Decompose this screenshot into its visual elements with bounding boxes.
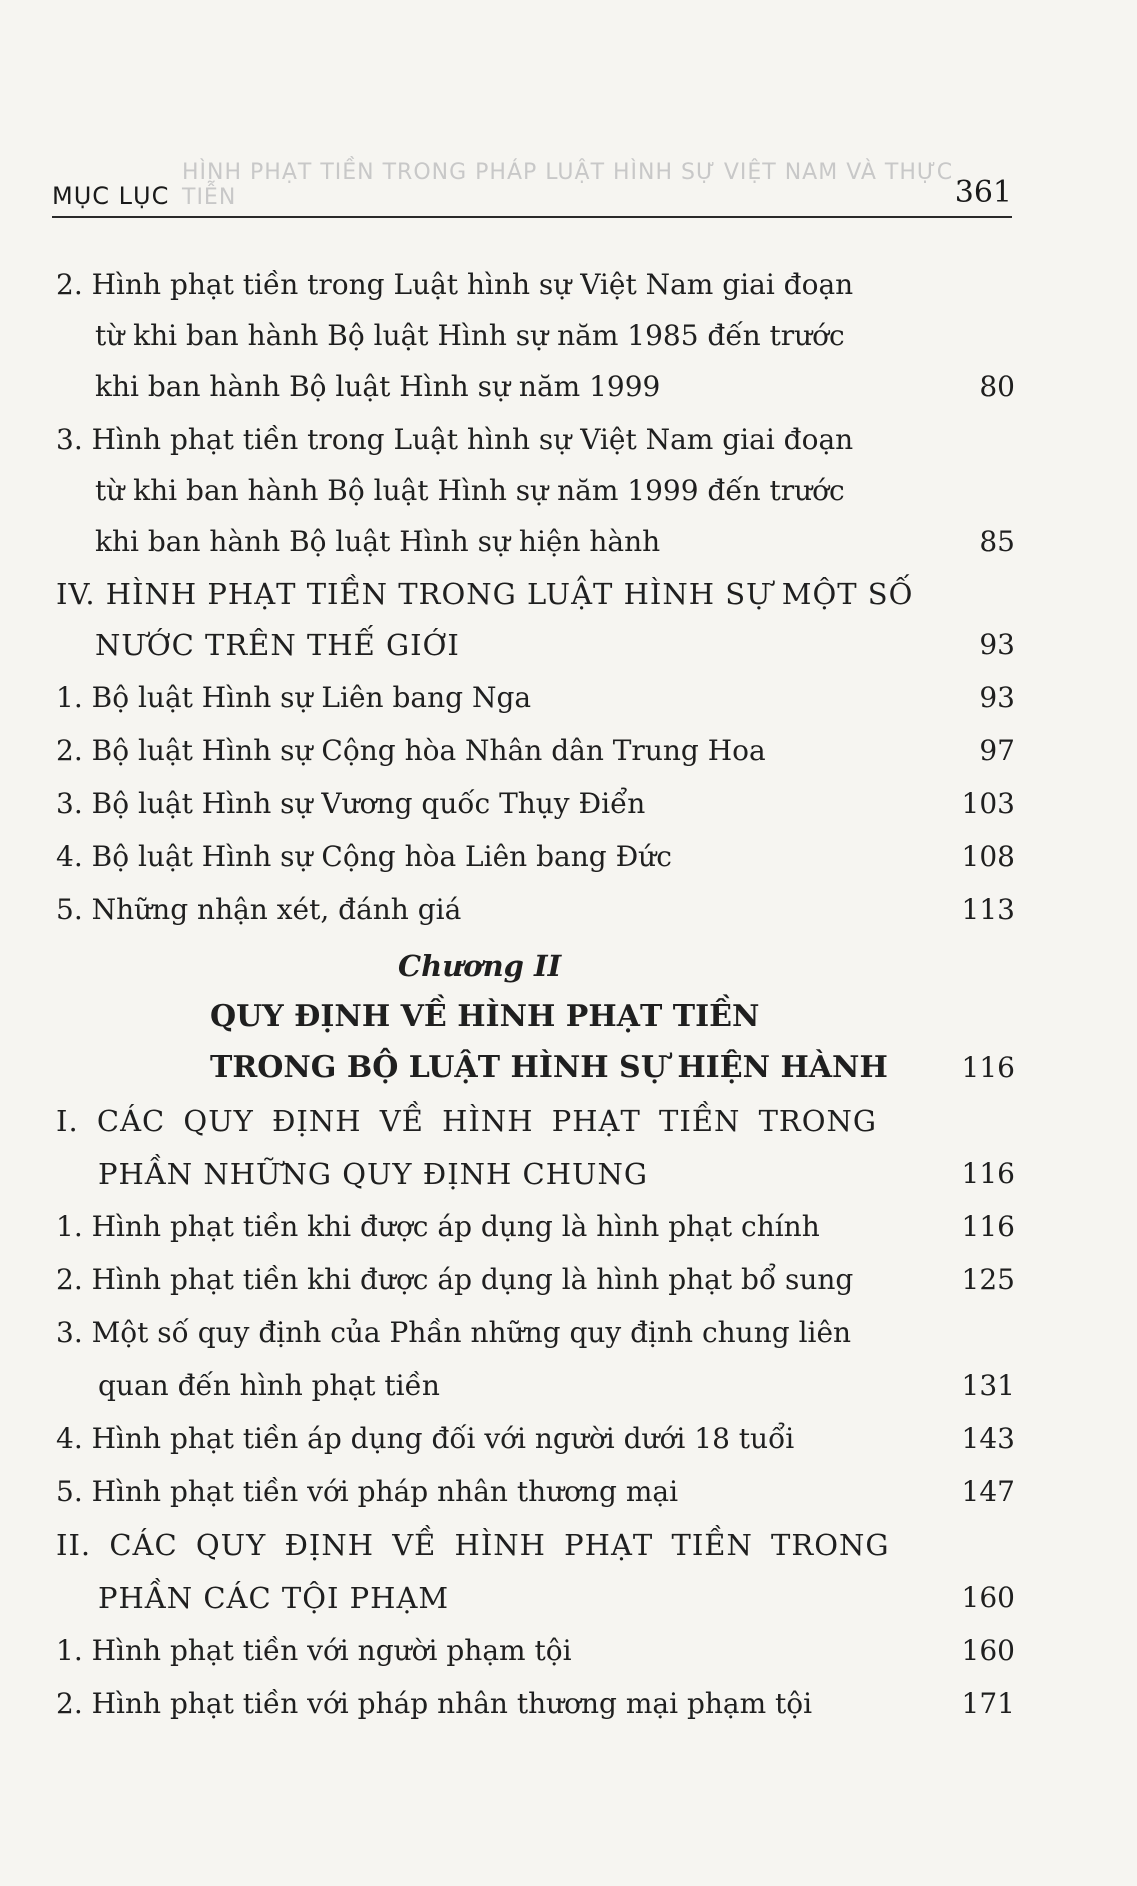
toc-page-number: 85: [979, 525, 1015, 558]
toc-section-heading: PHẦN NHỮNG QUY ĐỊNH CHUNG: [98, 1157, 648, 1191]
toc-page-number: 113: [961, 893, 1015, 926]
header-page-number: 361: [954, 175, 1012, 210]
toc-entry-line: từ khi ban hành Bộ luật Hình sự năm 1985 đến trước: [95, 319, 845, 352]
toc-page-number: 103: [961, 787, 1015, 820]
toc-page-number: 116: [961, 1051, 1015, 1084]
toc-entry-line: khi ban hành Bộ luật Hình sự năm 1999: [95, 370, 661, 403]
chapter-title: TRONG BỘ LUẬT HÌNH SỰ HIỆN HÀNH: [210, 1050, 888, 1085]
toc-page-number: 80: [979, 370, 1015, 403]
toc-entry-line: 4. Bộ luật Hình sự Cộng hòa Liên bang Đức: [56, 840, 672, 873]
toc-page-number: 93: [979, 681, 1015, 714]
toc-page-number: 160: [961, 1634, 1015, 1667]
running-header: [52, 160, 1012, 218]
toc-entry-line: khi ban hành Bộ luật Hình sự hiện hành: [95, 525, 661, 558]
toc-entry-line: 4. Hình phạt tiền áp dụng đối với người dưới 18 tuổi: [56, 1422, 795, 1455]
toc-entry-line: 3. Một số quy định của Phần những quy định chung liên: [56, 1316, 852, 1349]
toc-entry-line: 1. Bộ luật Hình sự Liên bang Nga: [56, 681, 532, 714]
toc-entry-line: 5. Những nhận xét, đánh giá: [56, 893, 462, 926]
header-running-title: HÌNH PHẠT TIỀN TRONG PHÁP LUẬT HÌNH SỰ VIỆT NAM VÀ THỰC TIỄN: [182, 160, 954, 210]
toc-page-number: 125: [961, 1263, 1015, 1296]
toc-section-heading: I. CÁC QUY ĐỊNH VỀ HÌNH PHẠT TIỀN TRONG: [56, 1104, 878, 1138]
toc-entry-line: 2. Hình phạt tiền khi được áp dụng là hình phạt bổ sung: [56, 1263, 854, 1296]
toc-page-number: 131: [961, 1369, 1015, 1402]
toc-section-heading: NƯỚC TRÊN THẾ GIỚI: [95, 628, 460, 662]
toc-entry-line: 2. Hình phạt tiền với pháp nhân thương mại phạm tội: [56, 1687, 813, 1720]
toc-entry-line: quan đến hình phạt tiền: [98, 1369, 440, 1402]
toc-entry-line: 2. Hình phạt tiền trong Luật hình sự Việt Nam giai đoạn: [56, 268, 854, 301]
toc-section-heading: PHẦN CÁC TỘI PHẠM: [98, 1581, 450, 1615]
chapter-title: QUY ĐỊNH VỀ HÌNH PHẠT TIỀN: [210, 999, 760, 1034]
toc-entry-line: 3. Hình phạt tiền trong Luật hình sự Việt Nam giai đoạn: [56, 423, 854, 456]
toc-page-number: 93: [979, 628, 1015, 661]
toc-entry-line: 2. Bộ luật Hình sự Cộng hòa Nhân dân Trung Hoa: [56, 734, 766, 767]
toc-entry-line: 1. Hình phạt tiền với người phạm tội: [56, 1634, 572, 1667]
header-label: MỤC LỤC: [52, 182, 170, 210]
toc-entry-line: 5. Hình phạt tiền với pháp nhân thương mại: [56, 1475, 679, 1508]
toc-page-number: 143: [961, 1422, 1015, 1455]
toc-page-number: 160: [961, 1581, 1015, 1614]
toc-entry-line: 1. Hình phạt tiền khi được áp dụng là hình phạt chính: [56, 1210, 820, 1243]
toc-entry-line: từ khi ban hành Bộ luật Hình sự năm 1999 đến trước: [95, 474, 845, 507]
toc-section-heading: II. CÁC QUY ĐỊNH VỀ HÌNH PHẠT TIỀN TRONG: [56, 1528, 890, 1562]
toc-page-number: 116: [961, 1157, 1015, 1190]
toc-section-heading: IV. HÌNH PHẠT TIỀN TRONG LUẬT HÌNH SỰ MỘT SỐ: [56, 577, 914, 611]
toc-entry-line: 3. Bộ luật Hình sự Vương quốc Thụy Điển: [56, 787, 646, 820]
toc-page-number: 108: [961, 840, 1015, 873]
toc-page-number: 147: [961, 1475, 1015, 1508]
toc-page-number: 116: [961, 1210, 1015, 1243]
toc-page-number: 97: [979, 734, 1015, 767]
toc-page-number: 171: [961, 1687, 1015, 1720]
chapter-label: Chương II: [398, 949, 562, 983]
